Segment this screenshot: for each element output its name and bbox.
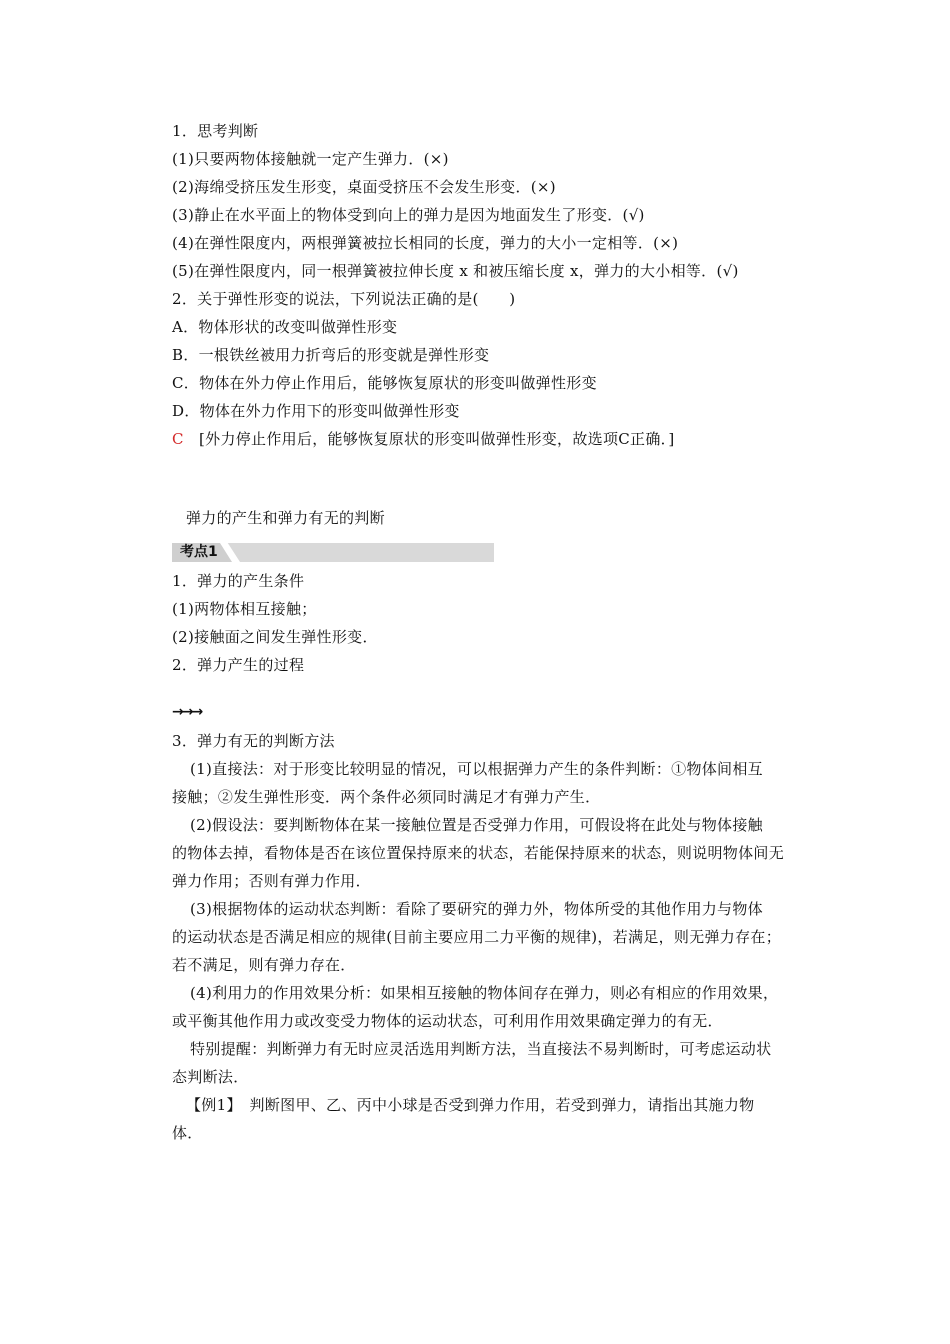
method-3-line-3: 若不满足，则有弹力存在． — [172, 956, 356, 974]
method-2-line-2: 的物体去掉，看物体是否在该位置保持原来的状态，若能保持原来的状态，则说明物体间无 — [172, 844, 785, 862]
q2-answer-explanation: [外力停止作用后，能够恢复原状的形变叫做弹性形变，故选项C正确．] — [199, 430, 675, 448]
method-2-line-1: (2)假设法：要判断物体在某一接触位置是否受弹力作用，可假设将在此处与物体接触 — [190, 816, 763, 834]
q1-item-2: (2)海绵受挤压发生形变，桌面受挤压不会发生形变．(×) — [172, 178, 556, 196]
body-p1a: (1)两物体相互接触； — [172, 600, 317, 618]
method-3-line-1: (3)根据物体的运动状态判断：看除了要研究的弹力外，物体所受的其他作用力与物体 — [190, 900, 763, 918]
method-1-line-2: 接触；②发生弹性形变．两个条件必须同时满足才有弹力产生． — [172, 788, 601, 806]
section-badge-label: 考点1 — [180, 544, 218, 560]
body-p1b: (2)接触面之间发生弹性形变． — [172, 628, 378, 646]
method-2-line-3: 弹力作用；否则有弹力作用． — [172, 872, 371, 890]
body-p1: 1．弹力的产生条件 — [172, 572, 305, 590]
method-4-line-1: (4)利用力的作用效果分析：如果相互接触的物体间存在弹力，则必有相应的作用效果， — [190, 984, 779, 1002]
tip-line-1: 特别提醒：判断弹力有无时应灵活选用判断方法，当直接法不易判断时，可考虑运动状 — [190, 1040, 772, 1058]
example-line-1: 【例1】 判断图甲、乙、丙中小球是否受到弹力作用，若受到弹力，请指出其施力物 — [186, 1096, 755, 1114]
tip-line-2: 态判断法． — [172, 1068, 249, 1086]
section-title: 弹力的产生和弹力有无的判断 — [186, 509, 385, 527]
q2-answer — [172, 429, 675, 449]
q2-option-d: D．物体在外力作用下的形变叫做弹性形变 — [172, 402, 460, 420]
q1-item-3: (3)静止在水平面上的物体受到向上的弹力是因为地面发生了形变．(√) — [172, 206, 645, 224]
method-4-line-2: 或平衡其他作用力或改变受力物体的运动状态，可利用作用效果确定弹力的有无． — [172, 1012, 723, 1030]
body-p3: 3．弹力有无的判断方法 — [172, 732, 335, 750]
example-line-2: 体． — [172, 1124, 203, 1142]
section-badge-bar — [172, 543, 494, 562]
q2-stem: 2．关于弹性形变的说法，下列说法正确的是( ) — [172, 290, 516, 308]
q1-item-4: (4)在弹性限度内，两根弹簧被拉长相同的长度，弹力的大小一定相等．(×) — [172, 234, 679, 252]
q1-item-5: (5)在弹性限度内，同一根弹簧被拉伸长度 x 和被压缩长度 x，弹力的大小相等．(√) — [172, 262, 739, 280]
q2-answer-key: C — [172, 430, 184, 448]
method-3-line-2: 的运动状态是否满足相应的规律(目前主要应用二力平衡的规律)，若满足，则无弹力存在； — [172, 928, 782, 946]
body-p2: 2．弹力产生的过程 — [172, 656, 305, 674]
method-1-line-1: (1)直接法：对于形变比较明显的情况，可以根据弹力产生的条件判断：①物体间相互 — [190, 760, 763, 778]
q1-item-1: (1)只要两物体接触就一定产生弹力．(×) — [172, 150, 449, 168]
q1-heading: 1．思考判断 — [172, 122, 259, 140]
q2-option-c: C．物体在外力停止作用后，能够恢复原状的形变叫做弹性形变 — [172, 374, 597, 392]
process-arrows: →→→ — [172, 704, 202, 720]
q2-option-b: B．一根铁丝被用力折弯后的形变就是弹性形变 — [172, 346, 490, 364]
q2-option-a: A．物体形状的改变叫做弹性形变 — [172, 318, 398, 336]
